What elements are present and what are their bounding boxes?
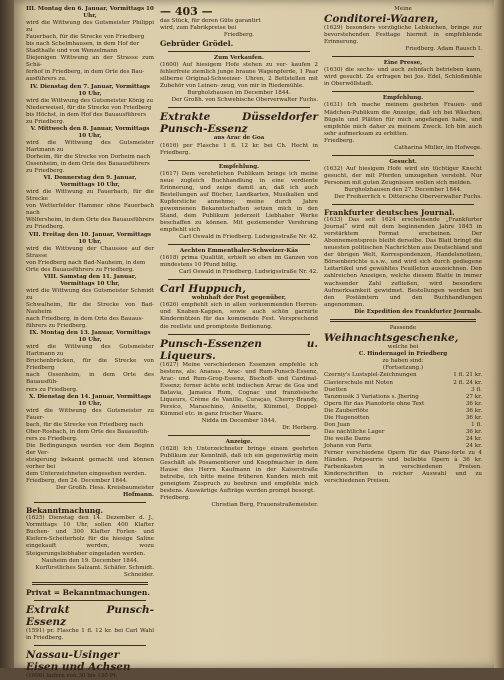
ad-heading: Weihnachtsgeschenke,: [324, 332, 459, 345]
ad-heading: Frankfurter deutsches Journal.: [324, 208, 455, 218]
page-edge-shadow: [494, 0, 504, 668]
price-list-item: [324, 394, 482, 401]
price-list-item: [324, 436, 482, 443]
price-list-item: [324, 443, 482, 450]
list-line: Niederweisel, für die Strecke von Friedberg: [26, 104, 152, 111]
closing-text: Ferner verschiedene Opern für das Piano-forte zu 4 Händen. Potpourris und beliebte Opern à 36 kr. Farbenkasten in verschiedenen Preisen. Kinderschriften in reicher Auswahl und zu verschiedenen Preisen.: [324, 449, 482, 485]
column-right: [324, 6, 482, 666]
item-title: Johann von Paris: [324, 442, 372, 449]
page-number: — 403 —: [160, 5, 213, 18]
item-price: 36 kr.: [465, 400, 482, 407]
divider: [332, 91, 474, 92]
item-title: Die Zauberflöte: [324, 407, 369, 414]
notice-1625: (1625) Dienstag den 14. Dezember d. J., Vormittags 10 Uhr, sollen 400 Klafter Buchen- und 300 Klafter Forlen- und Kiefern-Scheiterholz für die hiesige Saline eingekauft werden, wozu Steigerungsliebhaber eingeladen werden.: [26, 515, 154, 557]
list-line: Dorheim, für die Strecke von Dorheim nach: [26, 153, 151, 160]
notice-signature: Carl Oswald in Friedberg. Ludwigsstraße Nr. 42.: [179, 269, 318, 276]
notice-signature: Kurfürstliches Salzamt. Schäfer. Schmidt. Schneider.: [35, 564, 154, 578]
notice-signature: Carl Oswald in Friedberg. Ludwigsstraße Nr. 42.: [179, 234, 318, 241]
item-price: 24 kr.: [465, 435, 482, 442]
notice-1631: (1631) Ich mache meinem geehrten Frauen- und Mädchen-Publikum die Anzeige, daß ich bei Wäschen, Bügeln und Plätten für mich angefangen habe, und empfehle mich daher zu meinem Zweck. Ich bin auch sehr aufmerksam zu erbitten.: [324, 102, 482, 137]
ad-heading: Eine Presse,: [383, 60, 423, 67]
closing-line: steigerung bekannt gemacht und können vorher bei: [26, 457, 154, 471]
divider: [168, 51, 310, 52]
ad-subline: welche bei: [387, 344, 419, 351]
notice-signature: Der Großh. von Schwebische Oberverwalter Fuchs.: [171, 97, 318, 104]
notice-1629: (1629) besonders vorzügliche Lebkuchen, bringe zur bevorstehenden Festtage hiermit in empfehlende Erinnerung.: [324, 25, 482, 46]
list-line: III. Montag den 6. Januar, Vormittags 10 Uhr,: [26, 6, 154, 20]
list-line: VI. Donnerstag den 9. Januar, Vormittags 10 Uhr,: [43, 175, 137, 189]
column-left: [26, 6, 154, 680]
list-line: wird die Wittwung zu Fauerbach, für die Strecke: [26, 189, 154, 203]
ad-heading: Empfehlung.: [382, 95, 424, 102]
notice-signature: Die Expedition des Frankfurter Journals.: [354, 308, 482, 315]
ad-heading: Zum Verkaufen.: [214, 55, 264, 62]
ad-preheading: Meine: [394, 6, 412, 12]
closing-line: Friedberg, den 24. December 1844.: [26, 478, 128, 485]
notice-signature: Catharina Müller, im Hofwege.: [394, 144, 482, 151]
ad-heading: Aechten Emmenthaler-Schweizer-Käs: [179, 248, 299, 255]
list-line: wird die Wittwung des Gutsmeister König zu: [26, 97, 154, 104]
notice-1627: (1627) Meine verschiedenen Essenzen empfehle ich bestens, als: Ananas-, Arac- und Rum-Punsch-Essenz, Arac- und Rum-Grog-Essenz, Bischoff- und Cardinal-Essenz; ferner ächte echt indischen Arrac de Goa und Batavia, Jamaica Rum, Cognac und französische Liqueurs, Crème de Vanille, Curaçao, Cherry-Brandy, Persico, Maraschino, Anisette, Kümmel, Doppel-Kümmel etc. in ganz frischer Waare.: [160, 361, 318, 417]
ad-heading: Anzeige.: [225, 439, 253, 446]
item-title: Opern für das Pianoforte ohne Text: [324, 400, 425, 407]
price-list: [324, 372, 482, 450]
notice-signature: Der Freiherrlich v. Dittersche Oberverwalter Fuchs.: [334, 194, 482, 201]
list-line: IV. Dienstag den 7. Januar, Vormittags 10 Uhr,: [30, 83, 150, 97]
item-title: Die weiße Dame: [324, 435, 371, 442]
notice-1628: (1628) Ich Unterzeichneter bringe einem geehrten Publikum zur Kenntniß, daß ich ein gegenwärtig mein Geschäft als Posamentierer und Knopfmacher in dem Hause des Herrn Kaufmann in der Kaiserstraße betreibe, ich bitte meine früheren Kunden mich mit geneigtem Zuspruch zu beehren und empfehle mich bestens. Auswärtige Aufträge werden prompt besorgt.: [160, 446, 318, 495]
list-line: Orte des Bauausführers zu Friedberg.: [26, 266, 135, 273]
price-list-item: [324, 372, 482, 379]
notice-place: Friedberg.: [160, 495, 191, 502]
list-line: Schwalheim, für die Strecke von Bad-Nauheim: [26, 301, 154, 316]
list-line: bis nach Schelmhausen, in dem Hof der: [26, 41, 140, 48]
divider: [168, 435, 310, 436]
notice-place-date: Burgholzhausen den 27. December 1844.: [344, 186, 462, 193]
item-title: Duetten: [324, 386, 347, 393]
section-heading-privat: Privat = Bekanntmachungen.: [26, 588, 150, 598]
divider: [332, 56, 474, 57]
notice-place-date: Nidda im December 1844.: [201, 417, 277, 424]
list-line: zu Friedberg.: [26, 118, 65, 125]
ad-subheading: aus Arac de Goa: [213, 135, 265, 142]
notice-1591: (1591) pr. Flasche 1 fl. 12 kr. bei Carl Wahl in Friedberg.: [26, 628, 154, 642]
price-list-item: [324, 380, 482, 387]
item-title: Clavierschule mit Noten: [324, 379, 393, 386]
ad-heading: Empfehlung.: [218, 163, 260, 170]
item-price: 2 fl. 24 kr.: [453, 379, 482, 386]
list-line: Stadthalle und von Wenzelmann: [26, 48, 118, 55]
notice-1632: (1632) Auf hiesigem Hofe wird ein tüchtiger Knecht gesucht, der mit Pferden umzugehen versteht. Nur Personen mit guten Zeugnissen wollen sich melden.: [324, 165, 482, 186]
divider: [168, 334, 310, 335]
price-list-item: [324, 401, 482, 408]
notice-1633: (1633) Das seit 1624 erscheinende „Frankfurter Journal“ wird mit dem beginnenden Jahre 1845 in verstärktem Format erscheinen. Der Abonnementspreis bleibt derselbe. Das Blatt bringt die neuesten politischen Nachrichten aus Deutschland und der übrigen Welt, Korrespondenzen, Handelsnotizen, Börsenberichte u.s.w., und wird sich durch gediegene Leitartikel und gewähltes Feuilleton auszeichnen. Den zahlreichen Anzeigen, welche diesem Blatte in immer wachsender Zahl zufließen, wird besondere Aufmerksamkeit gewidmet. Bestellungen werden bei den Postämtern und den Buchhandlungen angenommen.: [324, 217, 482, 308]
list-line: Bruchenbrücken, für die Strecke von Friedberg: [26, 358, 154, 372]
notice-signature: Christian Berg, Frauenstraßemeister.: [211, 502, 318, 509]
ad-heading: Extrakte Düsseldorfer Punsch-Essenz: [160, 111, 318, 136]
list-line: wird die Wittwung des Gutsmeister Hartmann zu: [26, 344, 154, 358]
list-line: X. Dienstag den 14. Januar, Vormittags 10 Uhr,: [28, 393, 152, 407]
list-line: führers zu Friedberg.: [26, 323, 88, 330]
list-line: Ober-Rosbach, in dem Orte des Bauausfüh-: [26, 428, 149, 435]
closing-text: [26, 443, 154, 485]
item-title: Tanzmusik 3 Variations s. Jhering: [324, 393, 419, 400]
ad-heading: Nassau-Usinger Eisen und Achsen: [26, 649, 131, 674]
notice-1606: (1606) liefere von 30 bis 130 Pf.: [26, 673, 118, 680]
list-heading: (Fortsetzung.): [382, 365, 424, 372]
ad-heading: Carl Huppuch,: [160, 283, 246, 296]
divider: [168, 160, 310, 161]
list-line: V. Mittwoch den 8. Januar, Vormittags 10 Uhr,: [30, 125, 150, 139]
divider: [332, 155, 474, 156]
item-price: 36 kr.: [465, 407, 482, 414]
ad-heading: Conditorei-Waaren,: [324, 13, 439, 26]
notice-signature: Dr. Herberg.: [282, 424, 318, 431]
section-heading: Bekanntmachung.: [26, 506, 104, 516]
list-line: zu Friedberg.: [26, 224, 65, 231]
divider: [34, 645, 146, 646]
list-line: bach, für die Strecke von Friedberg nach: [26, 421, 144, 428]
item-title: Das nächtliche Lager: [324, 428, 385, 435]
double-divider: [330, 319, 476, 323]
list-line: VII. Freitag den 10. Januar, Vormittags 10 Uhr,: [28, 231, 152, 245]
item-title: Die Hugenotten: [324, 414, 370, 421]
price-list-item: [324, 429, 482, 436]
ad-preheading: Passende: [389, 325, 417, 332]
list-line: Ossenheim, in dem Orte des Bauausführers: [26, 161, 150, 168]
ad-heading: Gesucht.: [389, 158, 417, 165]
ad-subline: zu haben sind:: [382, 358, 424, 365]
list-line: rers zu Friedberg.: [26, 435, 78, 442]
list-line: wird die Wittwung der Chaussee auf der Strasse: [26, 245, 154, 259]
list-line: zu Friedberg.: [26, 168, 65, 175]
notice-place: Friedberg.: [324, 137, 355, 144]
notice-1630: (1630) die sechs- und auch zehnfach betrieben kann, wird gesucht. Zu erfragen bei Jos. Edel, Schloßmühle in Oberwöllstadt.: [324, 67, 482, 88]
divider: [34, 600, 146, 601]
notice-signature: Friedberg. Adam Rausch I.: [405, 46, 482, 53]
list-line: wird die Wittwung des Gutsmeister Schmidt zu: [26, 287, 154, 301]
divider: [34, 502, 146, 503]
text-line: Friedberg.: [223, 32, 255, 39]
list-line: wird die Wittwung des Gutsmeister Philippi zu: [26, 20, 154, 34]
list-line: ausführers zu.: [26, 76, 67, 83]
ad-heading: Extrakt Punsch-Essenz: [26, 604, 154, 629]
list-line: rers zu Friedberg.: [26, 386, 78, 393]
notice-1618: (1618) prima Qualität, erhielt so eben im Ganzen von mindestens 10 Pfund billig.: [160, 255, 318, 269]
ad-signature: Gebrüder Grödel.: [160, 39, 234, 49]
closing-line: dem Unterzeichneten eingesehen werden.: [26, 471, 147, 478]
list-line: Fauerbach, für die Strecke von Friedberg: [26, 34, 145, 41]
list-line: ferhof in Friedberg, in dem Orte des Bau-: [26, 69, 145, 76]
road-maintenance-list: [26, 6, 154, 443]
divider: [332, 204, 474, 205]
list-line: wird die Wittwung des Gutsmeister zu Fauer-: [26, 407, 154, 421]
price-list-item: [324, 408, 482, 415]
list-line: von Friedberg nach Bad-Nauheim, in dem: [26, 259, 146, 266]
item-title: Don Juan: [324, 421, 351, 428]
list-line: wird die Wittwung des Gutsmeister Hartmann zu: [26, 139, 154, 153]
item-price: 24 kr.: [465, 442, 482, 449]
divider: [168, 279, 310, 280]
list-line: VIII. Samstag den 11. Januar, Vormittags 10 Uhr,: [43, 273, 137, 287]
notice-1617: (1617) Dem verehrlichen Publikum bringe ich meine neue zugleich Buchhandlung in eine verdiente Erinnerung, und zeige damit an, daß ich auch Bestellungen auf Bücher, Landkarten, Musikalien und Kupferstiche annehme; meine durch Jahre gewonnenen Bekanntschaften setzen mich in den Stand, dem Publikum jederzeit Liebhaber Werke beschaffen zu können. Mit geziemender Verehrung empfiehlt sich: [160, 170, 318, 234]
signature: Der Großh. Hess. Kreisbaumeister: [56, 485, 154, 492]
notice-place-date: Burgholzhausen im December 1844.: [187, 90, 291, 97]
double-divider: [32, 582, 148, 586]
notice-1626: (1626) empfiehlt sich in allen vorkommenden Herren- und Knaben-Kappen, sowie auch schön garnirte Kindermützen für das kommende Fest. Versprechend die reellste und prompteste Bedienung.: [160, 302, 318, 330]
ad-heading: Punsch-Essenzen u. Liqueurs.: [160, 337, 318, 362]
item-price: 1 fl.: [471, 421, 482, 428]
divider: [168, 244, 310, 245]
ad-subline: C. Hindernagel in Friedberg: [358, 351, 448, 358]
text-line: wird, zum Fabrikpreise bei: [160, 25, 237, 32]
list-line: nach Friedberg, in dem Orte des Bauaus-: [26, 316, 144, 323]
list-line: Diejenigen Wittwung an der Strasse zum Schä-: [26, 55, 154, 69]
notice-1600: (1600) Auf hiesigem Hofe stehen zu ver- kaufen 2 fehlerfreie ziemlich junge braune Wagenpferde, 1 Paar silberne Original-Schweizer- Uhren, 2 Bettstellen mit Zubehör von Leinen- zeug, von mir in Riedemühle.: [160, 62, 318, 90]
divider: [168, 107, 310, 108]
closing-line: Die Bedingungen werden vor dem Beginn der Ver-: [26, 442, 154, 456]
item-price: 36 kr.: [465, 428, 482, 435]
notice-1616: (1616) per Flasche 1 fl. 12 kr. bei Ch. Hecht in Friedberg.: [160, 142, 318, 156]
list-line: bis Höchst, in dem Hof des Bauausführers: [26, 111, 147, 118]
list-line: von Wetterfelder Hammer ohne Fauerbach nach: [26, 203, 154, 217]
text-line: das Stück, für deren Güte garantirt: [160, 18, 261, 24]
signature-name: Hofmann.: [122, 492, 154, 499]
item-title: Czerniy's Lustspiel-Zeichnungen: [324, 372, 417, 379]
item-price: 3 fl.: [471, 386, 482, 393]
notice-place-date: Nauheim den 19. December 1844.: [41, 557, 139, 564]
price-list-item: [324, 387, 482, 394]
price-list-item: [324, 415, 482, 422]
item-price: 27 kr.: [465, 393, 482, 400]
column-middle: [160, 6, 318, 666]
price-list-item: [324, 422, 482, 429]
ad-subheading: wohnhaft der Post gegenüber,: [191, 295, 287, 302]
list-line: IX. Montag den 13. Januar, Vormittags 10 Uhr,: [29, 330, 151, 344]
item-price: 36 kr.: [465, 414, 482, 421]
item-price: 1 fl. 21 kr.: [453, 372, 482, 379]
list-line: nach Ossenheim, in dem Orte des Bauausfüh-: [26, 372, 154, 386]
list-line: Wölfersheim, in dem Orte des Bauausführers: [26, 217, 154, 224]
